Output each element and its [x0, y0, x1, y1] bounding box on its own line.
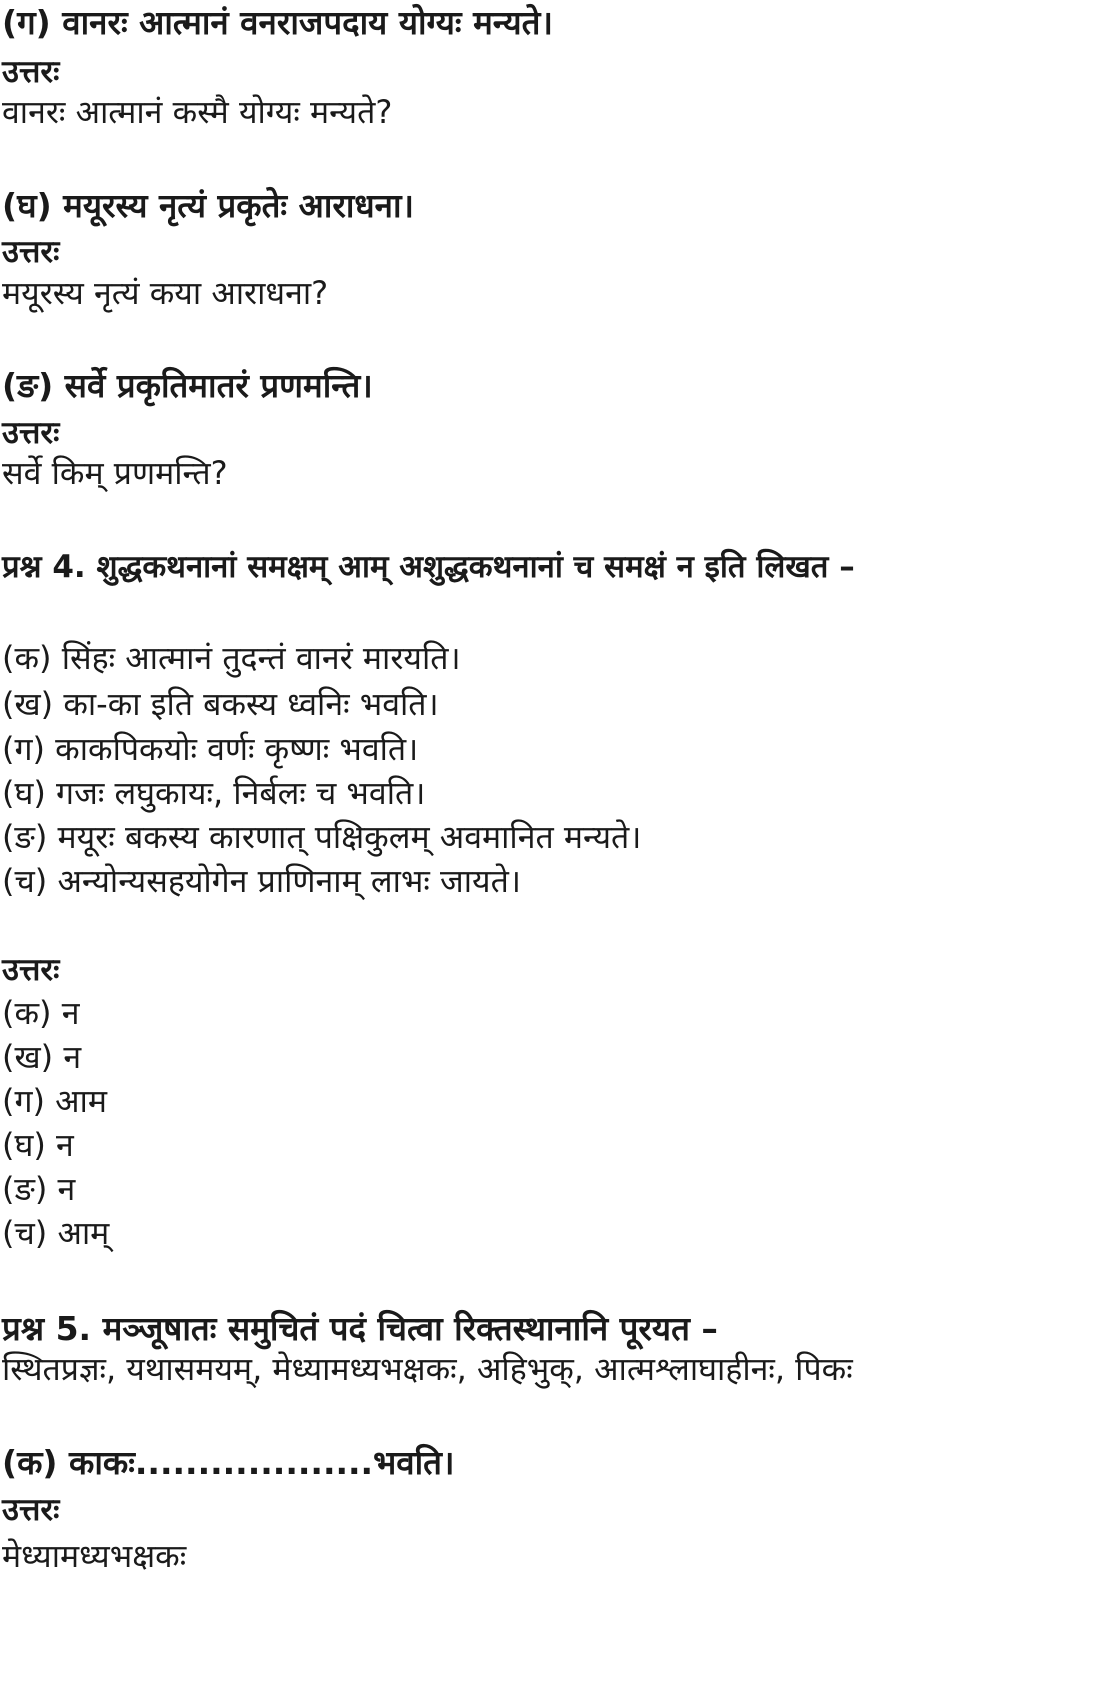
q4-statement-ka: (क) सिंहः आत्मानं तुदन्तं वानरं मारयति। [2, 639, 461, 677]
q4-statement-kha: (ख) का-का इति बकस्य ध्वनिः भवति। [2, 685, 439, 723]
answer-5ka: मेध्यामध्यभक्षकः [2, 1537, 187, 1575]
q4-answer-kha: (ख) न [2, 1038, 82, 1076]
question-3g: (ग) वानरः आत्मानं वनराजपदाय योग्यः मन्यते। [2, 3, 553, 42]
answer-3g: वानरः आत्मानं कस्मै योग्यः मन्यते? [2, 93, 393, 131]
answer-label-3gh: उत्तरः [2, 234, 60, 270]
worksheet-page [2, 0, 1092, 1705]
q4-answer-nga: (ङ) न [2, 1170, 76, 1208]
question-5-title: प्रश्न 5. मञ्जूषातः समुचितं पदं चित्वा रिक्तस्थानानि पूरयत – [2, 1309, 718, 1348]
q4-statement-cha: (च) अन्योन्यसहयोगेन प्राणिनाम् लाभः जायते। [2, 862, 521, 900]
answer-label-3ng: उत्तरः [2, 415, 60, 451]
q4-answer-gha: (घ) न [2, 1126, 74, 1164]
question-5ka: (क) काकः...................भवति। [2, 1443, 455, 1482]
q4-statement-gha: (घ) गजः लघुकायः, निर्बलः च भवति। [2, 774, 426, 812]
question-4-title: प्रश्न 4. शुद्धकथनानां समक्षम् आम् अशुद्धकथनानां च समक्षं न इति लिखत – [2, 549, 855, 585]
question-3gh: (घ) मयूरस्य नृत्यं प्रकृतेः आराधना। [2, 186, 415, 225]
answer-3ng: सर्वे किम् प्रणमन्ति? [2, 454, 228, 492]
q4-answer-ga: (ग) आम [2, 1082, 107, 1120]
q4-statement-nga: (ङ) मयूरः बकस्य कारणात् पक्षिकुलम् अवमानित मन्यते। [2, 818, 642, 856]
q4-answer-ka: (क) न [2, 994, 80, 1032]
answer-label-5ka: उत्तरः [2, 1492, 60, 1528]
q4-answer-cha: (च) आम् [2, 1214, 110, 1252]
answer-label-q4: उत्तरः [2, 952, 60, 988]
q4-statement-ga: (ग) काकपिकयोः वर्णः कृष्णः भवति। [2, 730, 419, 768]
answer-3gh: मयूरस्य नृत्यं कया आराधना? [2, 274, 329, 312]
question-3ng: (ङ) सर्वे प्रकृतिमातरं प्रणमन्ति। [2, 366, 373, 405]
q5-word-box: स्थितप्रज्ञः, यथासमयम्, मेध्यामध्यभक्षकः, अहिभुक्, आत्मश्लाघाहीनः, पिकः [2, 1350, 853, 1388]
answer-label-3g: उत्तरः [2, 54, 60, 90]
